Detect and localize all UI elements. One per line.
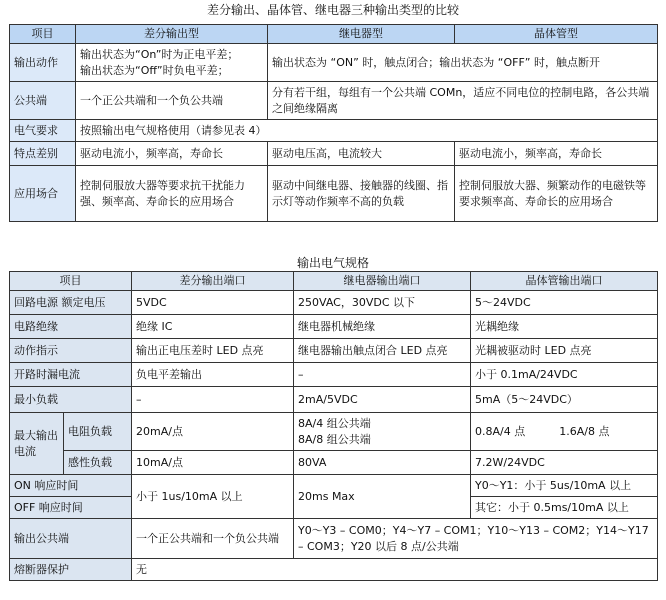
header-item: 项目 <box>10 272 132 291</box>
table-cell: 小于 1us/10mA 以上 <box>132 475 294 519</box>
table-cell: 80VA <box>294 451 471 475</box>
table-cell: 一个正公共端和一个负公共端 <box>132 519 294 559</box>
sub-row-label: 感性负载 <box>64 451 132 475</box>
table-row <box>10 120 658 142</box>
table-cell: 2mA/5VDC <box>294 387 471 413</box>
table-cell: 20ms Max <box>294 475 471 519</box>
row-label: 特点差别 <box>10 142 76 166</box>
table-row <box>10 387 658 413</box>
table-cell: 绝缘 IC <box>132 315 294 339</box>
row-label: 熔断器保护 <box>10 559 132 581</box>
table-cell: 250VAC，30VDC 以下 <box>294 291 471 315</box>
row-label: 最小负载 <box>10 387 132 413</box>
table-row <box>10 339 658 363</box>
table-cell: Y0～Y3 – COM0；Y4～Y7 – COM1；Y10～Y13 – COM2；Y14～Y17 – COM3；Y20 以后 8 点/公共端 <box>294 519 658 559</box>
comparison-title: 差分输出、晶体管、继电器三种输出类型的比较 <box>206 3 459 17</box>
table-row <box>10 451 658 475</box>
row-label: 公共端 <box>10 82 76 120</box>
table-cell: 无 <box>132 559 658 581</box>
cell-line: 输出状态为“On”时为正电平差； <box>80 47 239 61</box>
table-row <box>10 142 658 166</box>
cell-line: 8A/8 组公共端 <box>298 432 371 446</box>
table-cell: 输出正电压差时 LED 点亮 <box>132 339 294 363</box>
header-diff: 差分输出型 <box>76 25 268 44</box>
table-cell: 20mA/点 <box>132 413 294 451</box>
row-label: 电路绝缘 <box>10 315 132 339</box>
table-cell: 5～24VDC <box>471 291 658 315</box>
row-label: 应用场合 <box>10 166 76 222</box>
row-label: 最大输出电流 <box>10 413 64 475</box>
table-row <box>10 519 658 559</box>
header-diff-port: 差分输出端口 <box>132 272 294 291</box>
row-label: 输出动作 <box>10 44 76 82</box>
table-cell: 继电器输出触点闭合 LED 点亮 <box>294 339 471 363</box>
row-label: 回路电源 额定电压 <box>10 291 132 315</box>
table-cell: – <box>294 363 471 387</box>
table-row <box>10 315 658 339</box>
table-cell: 小于 0.1mA/24VDC <box>471 363 658 387</box>
table-cell <box>76 44 268 82</box>
table-cell <box>471 413 658 451</box>
header-relay: 继电器型 <box>268 25 455 44</box>
table-cell: 驱动电流小，频率高，寿命长 <box>76 142 268 166</box>
table-cell: 驱动中间继电器、接触器的线圈、指示灯等动作频率不高的负载 <box>268 166 455 222</box>
header-transistor: 晶体管型 <box>455 25 658 44</box>
table-row <box>10 559 658 581</box>
table-cell: 输出状态为 “ON” 时，触点闭合；输出状态为 “OFF” 时，触点断开 <box>268 44 658 82</box>
table-cell: 继电器机械绝缘 <box>294 315 471 339</box>
table-cell: 控制伺服放大器、频繁动作的电磁铁等要求频率高、寿命长的应用场合 <box>455 166 658 222</box>
header-relay-port: 继电器输出端口 <box>294 272 471 291</box>
cell-line: 8A/4 组公共端 <box>298 416 371 430</box>
table-row <box>10 413 658 451</box>
header-transistor-port: 晶体管输出端口 <box>471 272 658 291</box>
table-row <box>10 475 658 497</box>
table-cell: 负电平差输出 <box>132 363 294 387</box>
specs-title: 输出电气规格 <box>296 256 369 270</box>
table-cell: Y0～Y1：小于 5us/10mA 以上 <box>471 475 658 497</box>
table-cell: – <box>132 387 294 413</box>
row-label: ON 响应时间 <box>10 475 132 497</box>
table-row <box>10 44 658 82</box>
sub-row-label: 电阻负载 <box>64 413 132 451</box>
table-cell: 光耦绝缘 <box>471 315 658 339</box>
specs-table <box>9 271 658 581</box>
table-cell: 7.2W/24VDC <box>471 451 658 475</box>
row-label: 电气要求 <box>10 120 76 142</box>
table-cell: 其它：小于 0.5ms/10mA 以上 <box>471 497 658 519</box>
row-label: 动作指示 <box>10 339 132 363</box>
cell-value: 0.8A/4 点 <box>475 424 526 438</box>
table-cell: 驱动电流小，频率高，寿命长 <box>455 142 658 166</box>
table-cell: 分有若干组，每组有一个公共端 COMn，适应不同电位的控制电路，各公共端之间绝缘隔离 <box>268 82 658 120</box>
table-row <box>10 82 658 120</box>
table-cell: 5mA（5～24VDC） <box>471 387 658 413</box>
cell-line: 输出状态为“Off”时负电平差； <box>80 63 229 77</box>
header-item: 项目 <box>10 25 76 44</box>
table-cell: 控制伺服放大器等要求抗干扰能力强、频率高、寿命长的应用场合 <box>76 166 268 222</box>
table-row <box>10 363 658 387</box>
table-cell: 按照输出电气规格使用（请参见表 4） <box>76 120 658 142</box>
row-label: 输出公共端 <box>10 519 132 559</box>
comparison-header-row <box>10 25 658 44</box>
table-row <box>10 166 658 222</box>
table-cell: 驱动电压高，电流较大 <box>268 142 455 166</box>
comparison-table <box>9 24 658 222</box>
table-cell <box>294 413 471 451</box>
table-cell: 光耦被驱动时 LED 点亮 <box>471 339 658 363</box>
table-cell: 一个正公共端和一个负公共端 <box>76 82 268 120</box>
row-label: 开路时漏电流 <box>10 363 132 387</box>
row-label: OFF 响应时间 <box>10 497 132 519</box>
table-cell: 5VDC <box>132 291 294 315</box>
specs-header-row <box>10 272 658 291</box>
table-cell: 10mA/点 <box>132 451 294 475</box>
cell-value: 1.6A/8 点 <box>559 424 610 438</box>
table-row <box>10 291 658 315</box>
